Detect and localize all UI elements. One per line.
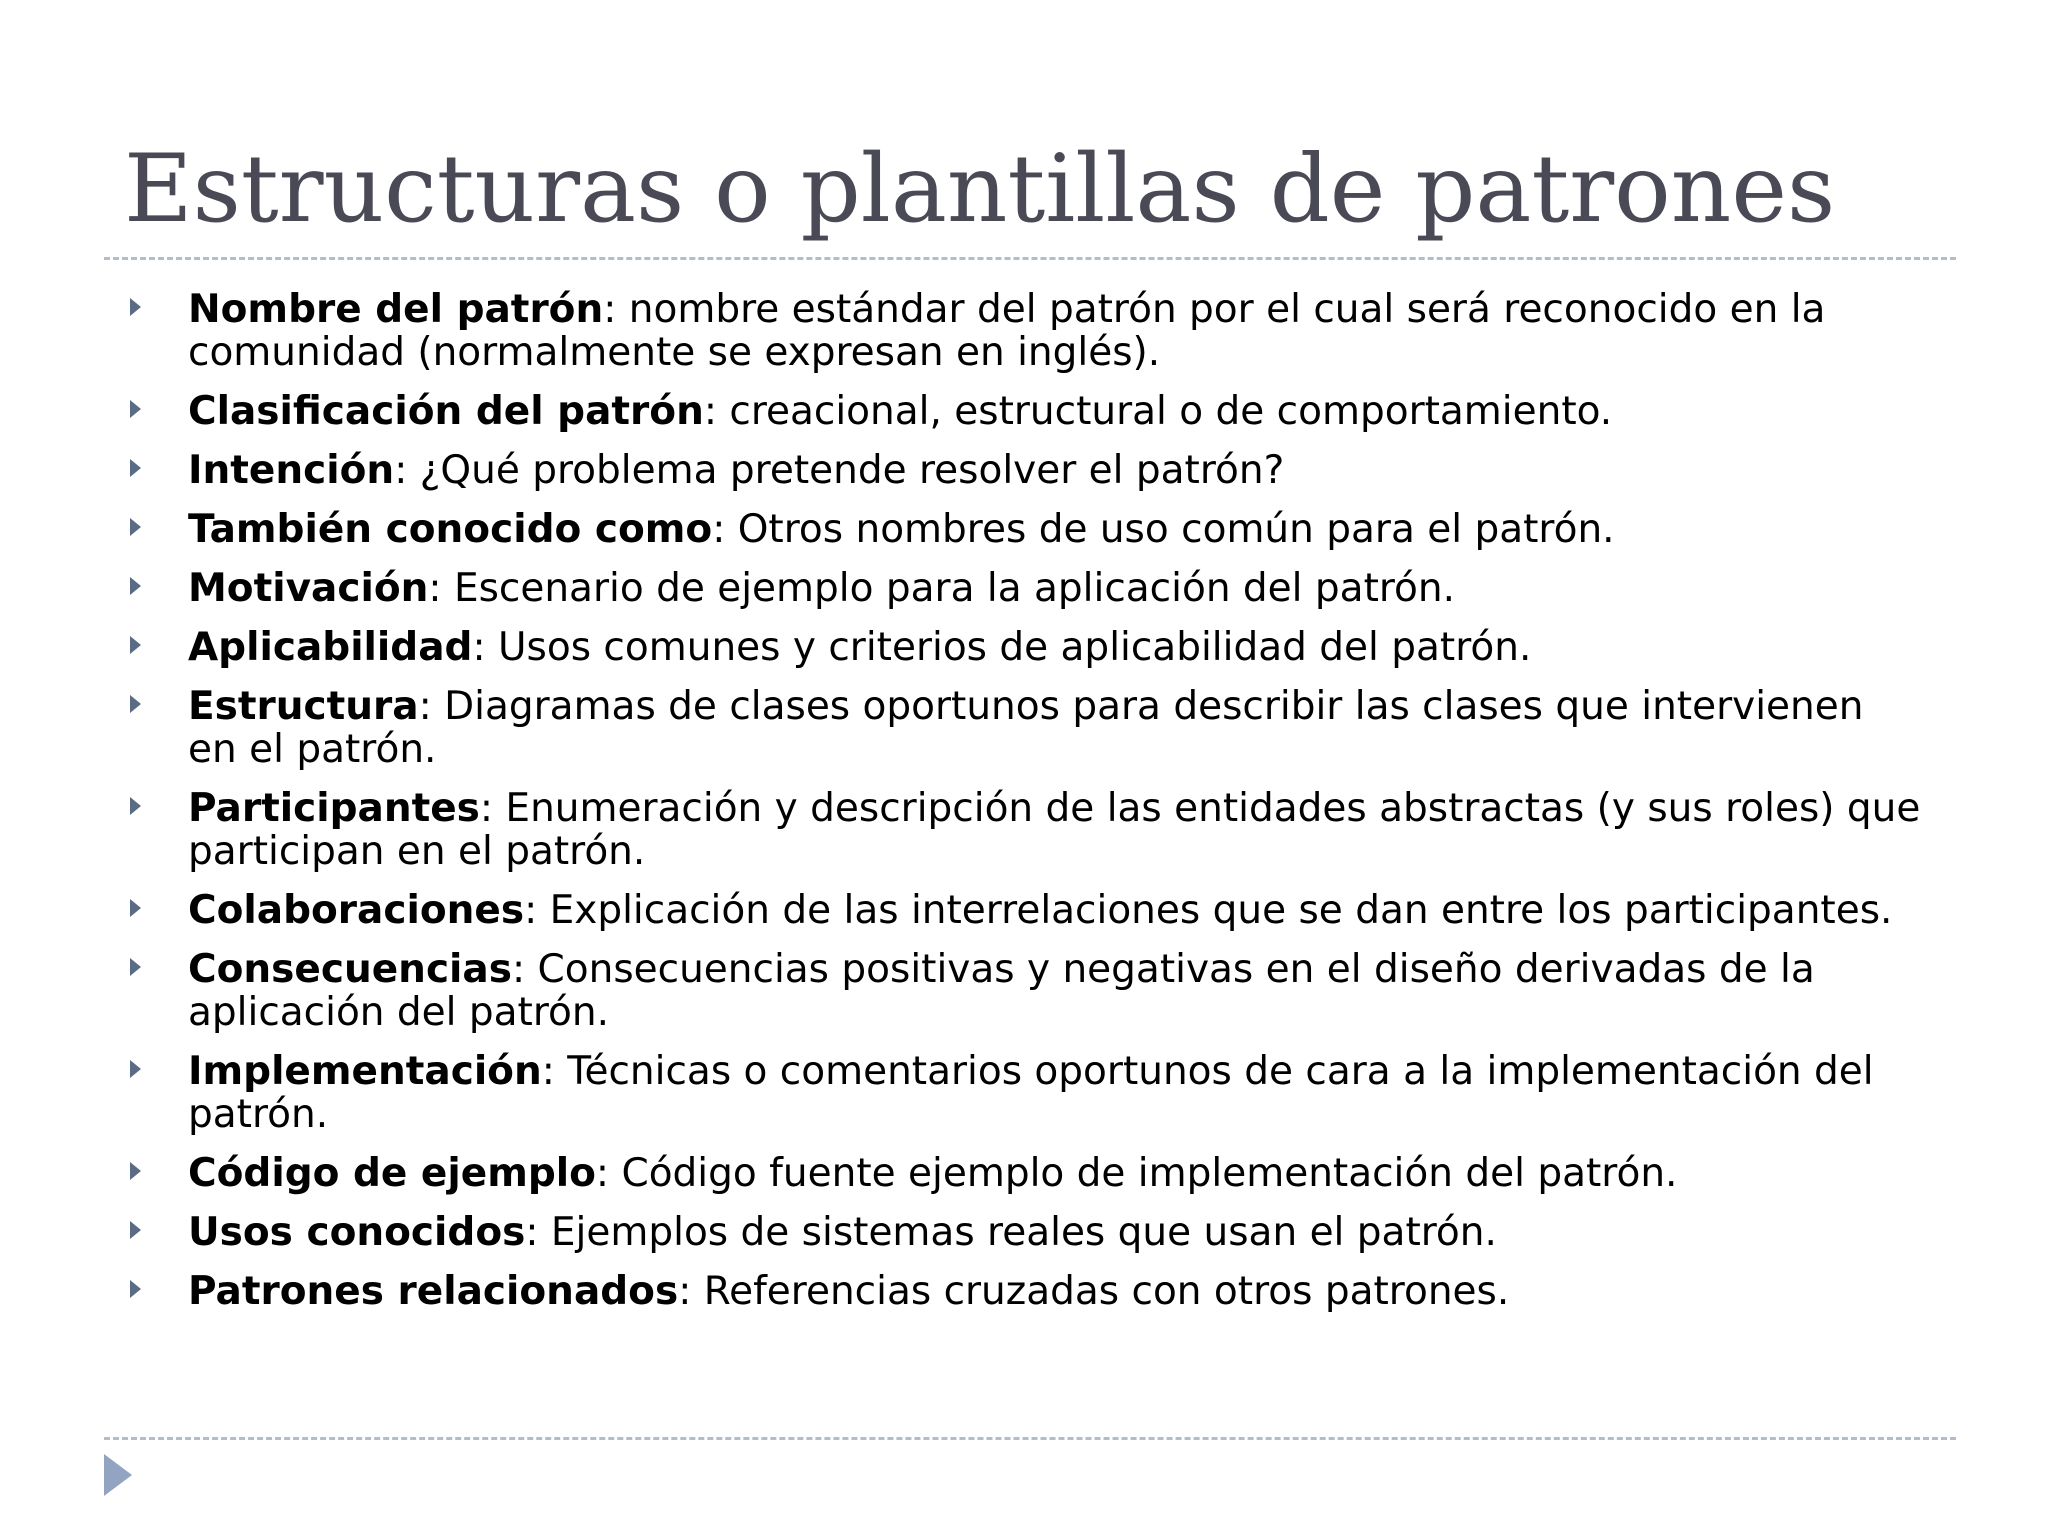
item-text: : Ejemplos de sistemas reales que usan el patrón. [525, 1210, 1497, 1255]
bullet-list [124, 288, 1924, 1329]
triangle-bullet-icon [130, 1280, 141, 1298]
triangle-bullet-icon [130, 400, 141, 418]
item-term: Motivación [188, 566, 429, 611]
item-text: : Escenario de ejemplo para la aplicación del patrón. [428, 566, 1456, 611]
triangle-bullet-icon [130, 459, 141, 477]
item-term: También conocido como [188, 507, 713, 552]
list-item [124, 948, 1924, 1034]
triangle-bullet-icon [130, 1162, 141, 1180]
item-term: Patrones relacionados [188, 1269, 679, 1314]
triangle-bullet-icon [130, 958, 141, 976]
list-item [124, 449, 1924, 492]
list-item [124, 288, 1924, 374]
list-item [124, 390, 1924, 433]
triangle-bullet-icon [130, 636, 141, 654]
list-item [124, 508, 1924, 551]
list-item [124, 1270, 1924, 1313]
item-text: : Referencias cruzadas con otros patrones. [678, 1269, 1510, 1314]
list-item [124, 685, 1924, 771]
item-text: : Explicación de las interrelaciones que se dan entre los participantes. [524, 888, 1893, 933]
list-item [124, 1211, 1924, 1254]
item-text: : Usos comunes y criterios de aplicabilidad del patrón. [472, 625, 1532, 670]
item-text: : nombre estándar del patrón por el cual será reconocido en la comunidad (normalmente se expresan en inglés). [188, 287, 1826, 375]
item-text: : creacional, estructural o de comportamiento. [703, 389, 1613, 434]
triangle-bullet-icon [130, 695, 141, 713]
item-text: : Otros nombres de uso común para el patrón. [712, 507, 1615, 552]
item-term: Clasificación del patrón [188, 389, 704, 434]
item-text: : Consecuencias positivas y negativas en el diseño derivadas de la aplicación del patrón. [188, 947, 1815, 1035]
item-term: Colaboraciones [188, 888, 525, 933]
triangle-bullet-icon [130, 1060, 141, 1078]
triangle-bullet-icon [130, 1221, 141, 1239]
item-text: : Enumeración y descripción de las entidades abstractas (y sus roles) que participan en el patrón. [188, 786, 1921, 874]
item-term: Aplicabilidad [188, 625, 473, 670]
triangle-bullet-icon [130, 298, 141, 316]
triangle-bullet-icon [130, 797, 141, 815]
triangle-bullet-icon [130, 899, 141, 917]
item-text: : Técnicas o comentarios oportunos de cara a la implementación del patrón. [188, 1049, 1874, 1137]
item-term: Implementación [188, 1049, 542, 1094]
triangle-bullet-icon [130, 518, 141, 536]
item-text: : Código fuente ejemplo de implementación del patrón. [595, 1151, 1678, 1196]
list-item [124, 1152, 1924, 1195]
item-term: Consecuencias [188, 947, 512, 992]
item-text: : Diagramas de clases oportunos para describir las clases que intervienen en el patrón. [188, 684, 1864, 772]
list-item [124, 889, 1924, 932]
list-item [124, 626, 1924, 669]
item-term: Participantes [188, 786, 480, 831]
item-term: Usos conocidos [188, 1210, 526, 1255]
slide-title: Estructuras o plantillas de patrones [124, 135, 1836, 244]
triangle-bullet-icon [130, 577, 141, 595]
list-item [124, 1050, 1924, 1136]
item-term: Estructura [188, 684, 419, 729]
play-arrow-icon[interactable] [104, 1454, 132, 1496]
item-term: Intención [188, 448, 395, 493]
item-term: Nombre del patrón [188, 287, 604, 332]
item-text: : ¿Qué problema pretende resolver el patrón? [394, 448, 1285, 493]
list-item [124, 787, 1924, 873]
title-divider [104, 257, 1956, 260]
footer-divider [104, 1437, 1956, 1440]
item-term: Código de ejemplo [188, 1151, 596, 1196]
list-item [124, 567, 1924, 610]
